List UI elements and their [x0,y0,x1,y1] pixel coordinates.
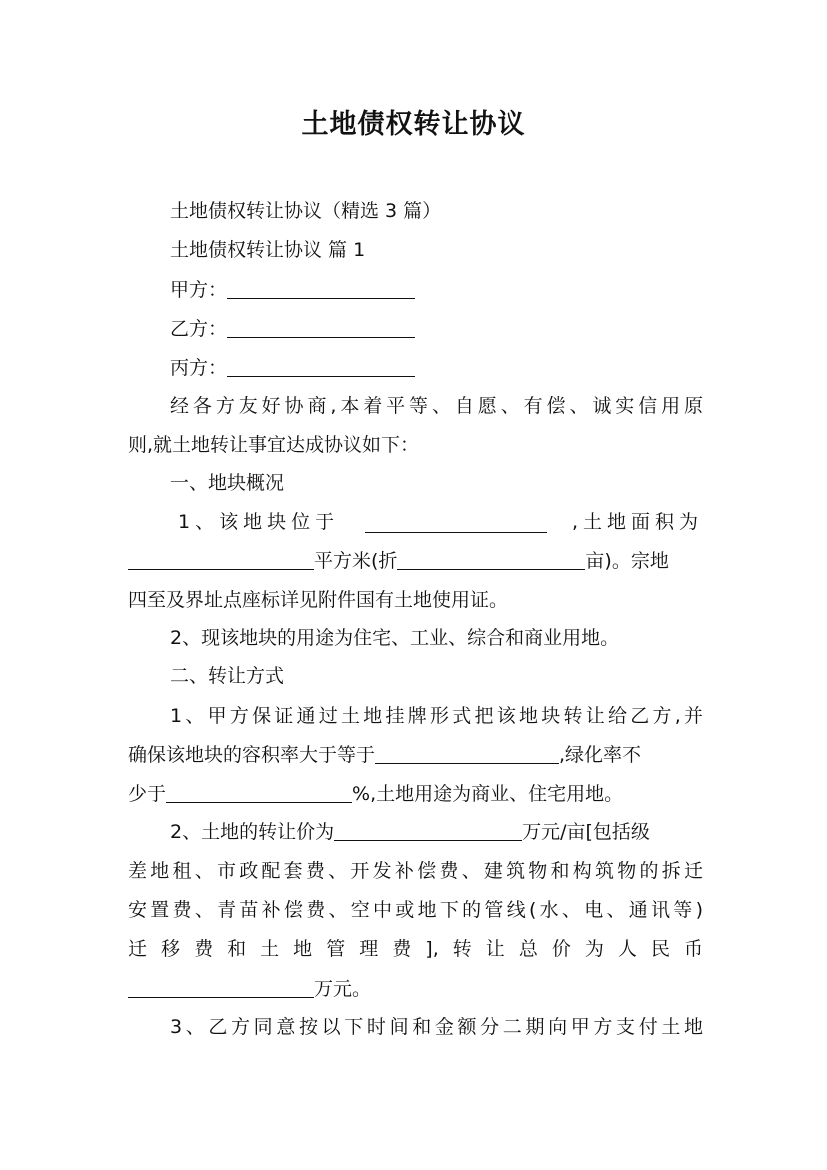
green-rate-blank [166,782,352,803]
location-blank [365,512,547,533]
mu-blank [397,549,585,570]
item1-1-text-a: 1、该地块位于 [178,511,340,533]
price-blank [334,820,522,841]
party-b-line [170,313,703,345]
item2-1-line-1: 1、甲方保证通过土地挂牌形式把该地块转让给乙方,并 [170,705,703,727]
total-price-blank [128,977,314,998]
item1-2: 2、现该地块的用途为住宅、工业、综合和商业用地。 [170,627,620,649]
intro-line-2: 则,就土地转让事宜达成协议如下： [128,434,420,456]
item2-2-text-a: 2、土地的转让价为 [170,821,335,843]
item1-1-line-2 [128,545,703,577]
item2-1-line-3 [128,778,703,810]
party-a-line [170,274,703,306]
item2-2-line-2: 差地租、市政配套费、开发补偿费、建筑物和构筑物的拆迁 [128,860,703,882]
party-c-label: 丙方： [170,357,228,379]
plot-ratio-blank [375,743,559,764]
party-c-blank [227,356,415,377]
document-subtitle: 土地债权转让协议（精选 3 篇） [170,200,442,222]
item2-2-text-f: 万元。 [314,978,372,1000]
item2-1-line-2 [128,739,703,771]
item2-3-line-1: 3、乙方同意按以下时间和金额分二期向甲方支付土地 [170,1016,703,1038]
item2-2-line-4: 迁移费和土地管理费],转让总价为人民币 [128,938,703,960]
item1-1-line-1 [178,506,703,538]
area-blank [128,549,314,570]
party-c-line [170,352,703,384]
item1-1-text-c: 平方米(折 [314,550,398,572]
document-title: 土地债权转让协议 [301,109,526,140]
party-b-blank [227,317,415,338]
item2-2-line-5 [128,973,703,1005]
item2-1-text-d: 少于 [128,783,167,805]
part1-heading: 一、地块概况 [170,472,285,494]
item1-1-text-d: 亩)。宗地 [585,550,669,572]
party-a-label: 甲方： [170,279,228,301]
party-b-label: 乙方： [170,318,228,340]
part2-heading: 二、转让方式 [170,665,285,687]
item2-1-text-c: ,绿化率不 [559,744,642,766]
party-a-blank [227,278,415,299]
intro-line-1: 经各方友好协商,本着平等、自愿、有偿、诚实信用原 [170,395,703,417]
item1-1-line-3: 四至及界址点座标详见附件国有土地使用证。 [128,589,509,611]
item1-1-text-b: ,土地面积为 [571,511,703,533]
section-heading: 土地债权转让协议 篇 1 [170,239,366,261]
item2-1-text-b: 确保该地块的容积率大于等于 [128,744,376,766]
item2-2-line-1 [170,816,703,848]
item2-2-line-3: 安置费、青苗补偿费、空中或地下的管线(水、电、通讯等) [128,899,703,921]
item2-2-text-b: 万元/亩[包括级 [522,821,650,843]
item2-1-text-e: %,土地用途为商业、住宅用地。 [352,783,624,805]
